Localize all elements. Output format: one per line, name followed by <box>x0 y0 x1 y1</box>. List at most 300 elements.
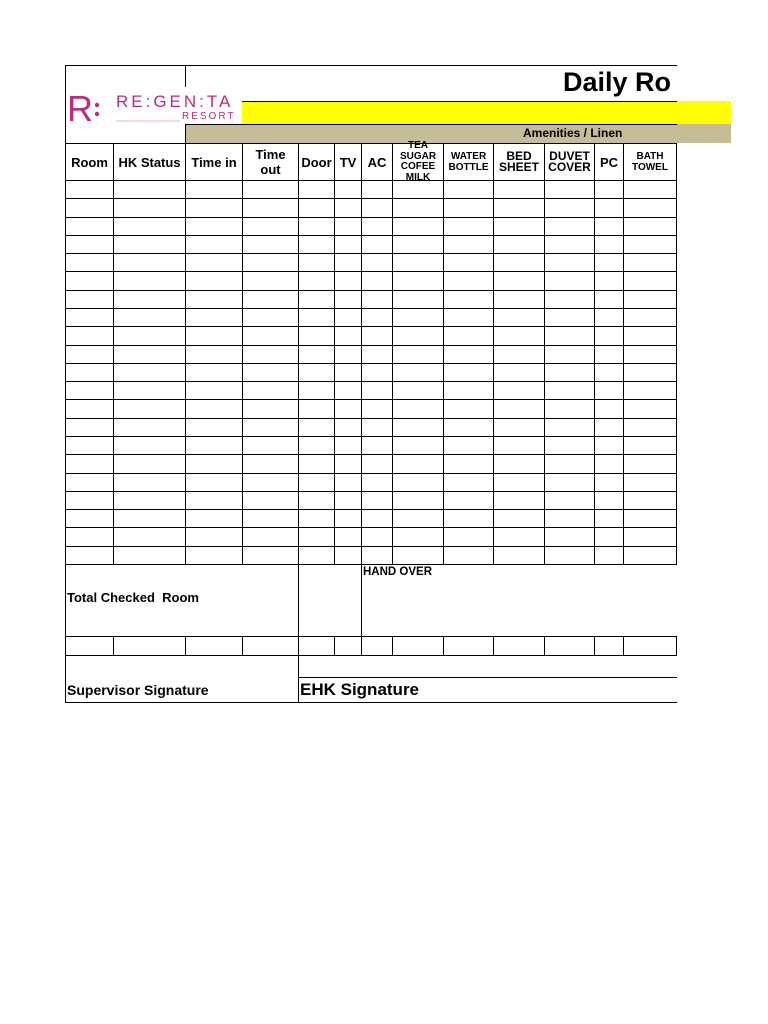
hand-over-cell <box>362 565 677 637</box>
ehk-signature-space <box>299 656 677 678</box>
header-divider <box>185 124 677 125</box>
duvet-cover-cell <box>545 400 595 418</box>
water-bottle-cell <box>444 510 494 528</box>
duvet-cover-cell <box>545 291 595 309</box>
total-checked-room-label: Total Checked Room <box>67 590 199 606</box>
ac-cell <box>362 364 393 382</box>
hk-status-cell <box>114 637 186 656</box>
water-bottle-cell <box>444 547 494 565</box>
tea-sugar-cofee-milk-cell <box>393 346 444 364</box>
blank-row <box>66 637 677 656</box>
duvet-cover-cell <box>545 327 595 345</box>
ehk-signature-line <box>299 678 677 703</box>
ac-cell <box>362 510 393 528</box>
tv-cell <box>335 236 362 254</box>
room-cell <box>66 547 114 565</box>
hk-status-cell <box>114 218 186 236</box>
time-out-cell <box>243 218 299 236</box>
door-cell <box>299 309 335 327</box>
room-cell <box>66 400 114 418</box>
water-bottle-cell <box>444 400 494 418</box>
time-out-cell <box>243 547 299 565</box>
room-entry-row <box>66 528 677 546</box>
bed-sheet-cell <box>494 364 545 382</box>
bed-sheet-cell <box>494 236 545 254</box>
time-out-cell <box>243 419 299 437</box>
pc-cell <box>595 181 624 199</box>
time-in-cell <box>186 364 243 382</box>
room-cell <box>66 309 114 327</box>
time-out-cell <box>243 199 299 217</box>
signature-row <box>66 656 677 703</box>
room-entry-row <box>66 382 677 400</box>
tea-sugar-cofee-milk-cell <box>393 382 444 400</box>
tea-sugar-cofee-milk-cell <box>393 492 444 510</box>
tea-sugar-cofee-milk-cell <box>393 364 444 382</box>
bed-sheet-cell <box>494 309 545 327</box>
hk-status-cell <box>114 547 186 565</box>
hand-over-label: HAND OVER <box>363 565 433 578</box>
bed-sheet-cell <box>494 637 545 656</box>
bath-towel-cell <box>624 346 677 364</box>
ac-cell <box>362 474 393 492</box>
column-label: BED SHEET <box>498 148 539 174</box>
duvet-cover-cell <box>545 254 595 272</box>
tv-cell <box>335 309 362 327</box>
hk-status-cell <box>114 510 186 528</box>
tv-cell <box>335 382 362 400</box>
total-checked-room-cell <box>66 565 299 637</box>
ac-cell <box>362 637 393 656</box>
room-entry-row <box>66 419 677 437</box>
room-entry-row <box>66 291 677 309</box>
hk-status-cell <box>114 419 186 437</box>
time-out-cell <box>243 492 299 510</box>
door-cell <box>299 236 335 254</box>
tv-cell <box>335 492 362 510</box>
room-entry-row <box>66 474 677 492</box>
tea-sugar-cofee-milk-cell <box>393 437 444 455</box>
pc-cell <box>595 291 624 309</box>
logo-graphic <box>66 87 242 124</box>
duvet-cover-cell <box>545 419 595 437</box>
room-entry-row <box>66 272 677 290</box>
water-bottle-cell <box>444 181 494 199</box>
col-header-hk-status <box>114 144 186 181</box>
room-entry-row <box>66 400 677 418</box>
room-cell <box>66 528 114 546</box>
tv-cell <box>335 254 362 272</box>
hk-status-cell <box>114 528 186 546</box>
door-cell <box>299 327 335 345</box>
room-cell <box>66 236 114 254</box>
room-entry-row <box>66 254 677 272</box>
room-cell <box>66 346 114 364</box>
col-header-time-in <box>186 144 243 181</box>
tea-sugar-cofee-milk-cell <box>393 199 444 217</box>
door-cell <box>299 364 335 382</box>
col-header-bed-sheet <box>494 144 545 181</box>
water-bottle-cell <box>444 382 494 400</box>
hk-status-cell <box>114 291 186 309</box>
ac-cell <box>362 492 393 510</box>
column-label: Door <box>301 154 332 170</box>
column-label: PC <box>599 154 619 170</box>
bath-towel-cell <box>624 528 677 546</box>
column-label: WATER BOTTLE <box>448 151 489 173</box>
hk-status-cell <box>114 346 186 364</box>
pc-cell <box>595 528 624 546</box>
duvet-cover-cell <box>545 510 595 528</box>
room-entry-row <box>66 492 677 510</box>
bed-sheet-cell <box>494 400 545 418</box>
time-out-cell <box>243 474 299 492</box>
room-cell <box>66 419 114 437</box>
room-entry-row <box>66 364 677 382</box>
page-title: Daily Ro <box>563 67 672 97</box>
tv-cell <box>335 181 362 199</box>
time-in-cell <box>186 199 243 217</box>
door-cell <box>299 547 335 565</box>
room-cell <box>66 218 114 236</box>
room-entry-row <box>66 455 677 473</box>
time-in-cell <box>186 547 243 565</box>
door-cell <box>299 272 335 290</box>
room-cell <box>66 364 114 382</box>
duvet-cover-cell <box>545 346 595 364</box>
door-cell <box>299 510 335 528</box>
amenities-linen-label: Amenities / Linen <box>523 126 623 140</box>
time-in-cell <box>186 637 243 656</box>
time-in-cell <box>186 419 243 437</box>
supervisor-signature-cell <box>66 656 299 703</box>
room-cell <box>66 637 114 656</box>
tv-cell <box>335 327 362 345</box>
water-bottle-cell <box>444 309 494 327</box>
tv-cell <box>335 291 362 309</box>
bed-sheet-cell <box>494 437 545 455</box>
duvet-cover-cell <box>545 272 595 290</box>
door-cell <box>299 181 335 199</box>
tv-cell <box>335 218 362 236</box>
col-header-water-bottle <box>444 144 494 181</box>
room-entry-row <box>66 510 677 528</box>
room-entry-row <box>66 327 677 345</box>
time-out-cell <box>243 400 299 418</box>
time-out-cell <box>243 291 299 309</box>
room-entry-row <box>66 309 677 327</box>
bed-sheet-cell <box>494 455 545 473</box>
time-out-cell <box>243 382 299 400</box>
room-check-table <box>65 140 677 703</box>
table-body <box>66 181 677 565</box>
logo-tagline: RESORT <box>182 111 236 122</box>
duvet-cover-cell <box>545 455 595 473</box>
door-cell <box>299 382 335 400</box>
bed-sheet-cell <box>494 272 545 290</box>
time-in-cell <box>186 254 243 272</box>
duvet-cover-cell <box>545 218 595 236</box>
hk-status-cell <box>114 455 186 473</box>
pc-cell <box>595 510 624 528</box>
time-out-cell <box>243 309 299 327</box>
bath-towel-cell <box>624 492 677 510</box>
hk-status-cell <box>114 400 186 418</box>
water-bottle-cell <box>444 346 494 364</box>
time-in-cell <box>186 327 243 345</box>
room-entry-row <box>66 346 677 364</box>
bath-towel-cell <box>624 254 677 272</box>
tea-sugar-cofee-milk-cell <box>393 327 444 345</box>
water-bottle-cell <box>444 199 494 217</box>
time-in-cell <box>186 181 243 199</box>
door-cell <box>299 474 335 492</box>
pc-cell <box>595 199 624 217</box>
duvet-cover-cell <box>545 637 595 656</box>
pc-cell <box>595 236 624 254</box>
bath-towel-cell <box>624 474 677 492</box>
bath-towel-cell <box>624 437 677 455</box>
ac-cell <box>362 437 393 455</box>
tea-sugar-cofee-milk-cell <box>393 291 444 309</box>
logo-mark: R <box>67 88 93 124</box>
room-cell <box>66 181 114 199</box>
door-cell <box>299 346 335 364</box>
bath-towel-cell <box>624 309 677 327</box>
pc-cell <box>595 272 624 290</box>
pc-cell <box>595 218 624 236</box>
time-in-cell <box>186 236 243 254</box>
door-cell <box>299 492 335 510</box>
room-cell <box>66 510 114 528</box>
duvet-cover-cell <box>545 437 595 455</box>
ac-cell <box>362 199 393 217</box>
bed-sheet-cell <box>494 492 545 510</box>
pc-cell <box>595 474 624 492</box>
column-label: Room <box>71 154 108 170</box>
tv-cell <box>335 199 362 217</box>
hk-status-cell <box>114 437 186 455</box>
bed-sheet-cell <box>494 474 545 492</box>
tv-cell <box>335 547 362 565</box>
duvet-cover-cell <box>545 309 595 327</box>
pc-cell <box>595 637 624 656</box>
ac-cell <box>362 528 393 546</box>
time-out-cell <box>243 510 299 528</box>
col-header-bath-towel <box>624 144 677 181</box>
tv-cell <box>335 364 362 382</box>
ac-cell <box>362 327 393 345</box>
pc-cell <box>595 547 624 565</box>
table-header-row <box>66 140 677 183</box>
bath-towel-cell <box>624 364 677 382</box>
time-out-cell <box>243 455 299 473</box>
bath-towel-cell <box>624 382 677 400</box>
column-label: TEA SUGAR COFEE MILK <box>399 140 437 183</box>
bath-towel-cell <box>624 637 677 656</box>
pc-cell <box>595 346 624 364</box>
water-bottle-cell <box>444 254 494 272</box>
hk-status-cell <box>114 181 186 199</box>
door-cell <box>299 419 335 437</box>
time-out-cell <box>243 637 299 656</box>
door-cell <box>299 291 335 309</box>
tea-sugar-cofee-milk-cell <box>393 272 444 290</box>
tv-cell <box>335 346 362 364</box>
bed-sheet-cell <box>494 218 545 236</box>
col-header-duvet-cover <box>545 144 595 181</box>
room-entry-row <box>66 236 677 254</box>
time-in-cell <box>186 455 243 473</box>
duvet-cover-cell <box>545 236 595 254</box>
time-in-cell <box>186 272 243 290</box>
time-in-cell <box>186 218 243 236</box>
time-in-cell <box>186 382 243 400</box>
ac-cell <box>362 181 393 199</box>
water-bottle-cell <box>444 291 494 309</box>
door-cell <box>299 528 335 546</box>
column-label: Time in <box>191 154 237 170</box>
bed-sheet-cell <box>494 419 545 437</box>
water-bottle-cell <box>444 492 494 510</box>
tea-sugar-cofee-milk-cell <box>393 400 444 418</box>
bath-towel-cell <box>624 327 677 345</box>
time-in-cell <box>186 400 243 418</box>
tv-cell <box>335 437 362 455</box>
time-in-cell <box>186 510 243 528</box>
time-in-cell <box>186 346 243 364</box>
bed-sheet-cell <box>494 346 545 364</box>
water-bottle-cell <box>444 218 494 236</box>
tea-sugar-cofee-milk-cell <box>393 510 444 528</box>
ac-cell <box>362 382 393 400</box>
supervisor-signature-label: Supervisor Signature <box>67 681 209 698</box>
bed-sheet-cell <box>494 254 545 272</box>
bed-sheet-cell <box>494 327 545 345</box>
door-cell <box>299 455 335 473</box>
col-header-time-out <box>243 144 299 181</box>
water-bottle-cell <box>444 236 494 254</box>
ac-cell <box>362 254 393 272</box>
time-out-cell <box>243 364 299 382</box>
water-bottle-cell <box>444 327 494 345</box>
ac-cell <box>362 218 393 236</box>
bath-towel-cell <box>624 272 677 290</box>
water-bottle-cell <box>444 364 494 382</box>
hk-status-cell <box>114 199 186 217</box>
room-cell <box>66 254 114 272</box>
hk-status-cell <box>114 272 186 290</box>
hk-status-cell <box>114 492 186 510</box>
bath-towel-cell <box>624 547 677 565</box>
door-cell <box>299 400 335 418</box>
pc-cell <box>595 400 624 418</box>
pc-cell <box>595 492 624 510</box>
water-bottle-cell <box>444 272 494 290</box>
col-header-tv <box>335 144 362 181</box>
water-bottle-cell <box>444 419 494 437</box>
bath-towel-cell <box>624 291 677 309</box>
tea-sugar-cofee-milk-cell <box>393 181 444 199</box>
time-out-cell <box>243 272 299 290</box>
duvet-cover-cell <box>545 547 595 565</box>
duvet-cover-cell <box>545 199 595 217</box>
column-label: Time out <box>255 147 286 177</box>
room-cell <box>66 474 114 492</box>
bath-towel-cell <box>624 218 677 236</box>
duvet-cover-cell <box>545 474 595 492</box>
pc-cell <box>595 309 624 327</box>
room-cell <box>66 272 114 290</box>
bath-towel-cell <box>624 181 677 199</box>
ac-cell <box>362 419 393 437</box>
regenta-resort-logo <box>66 87 242 124</box>
tea-sugar-cofee-milk-cell <box>393 309 444 327</box>
tea-sugar-cofee-milk-cell <box>393 455 444 473</box>
ac-cell <box>362 346 393 364</box>
time-in-cell <box>186 291 243 309</box>
column-label: TV <box>339 154 357 170</box>
door-cell <box>299 637 335 656</box>
room-entry-row <box>66 199 677 217</box>
duvet-cover-cell <box>545 181 595 199</box>
bed-sheet-cell <box>494 291 545 309</box>
ehk-signature-label: EHK Signature <box>300 679 420 699</box>
bath-towel-cell <box>624 199 677 217</box>
room-entry-row <box>66 547 677 565</box>
duvet-cover-cell <box>545 364 595 382</box>
tv-cell <box>335 637 362 656</box>
tea-sugar-cofee-milk-cell <box>393 236 444 254</box>
tea-sugar-cofee-milk-cell <box>393 218 444 236</box>
bed-sheet-cell <box>494 199 545 217</box>
tv-cell <box>335 419 362 437</box>
room-cell <box>66 199 114 217</box>
room-cell <box>66 327 114 345</box>
duvet-cover-cell <box>545 382 595 400</box>
room-cell <box>66 437 114 455</box>
tv-cell <box>335 272 362 290</box>
tv-cell <box>335 455 362 473</box>
col-header-room <box>66 144 114 181</box>
ac-cell <box>362 272 393 290</box>
col-header-tea-sugar-coffee-milk <box>393 140 444 183</box>
logo-wordmark: RE:GEN:TA <box>116 92 234 111</box>
tv-cell <box>335 400 362 418</box>
time-in-cell <box>186 309 243 327</box>
bath-towel-cell <box>624 419 677 437</box>
hk-status-cell <box>114 236 186 254</box>
ac-cell <box>362 455 393 473</box>
logo-mark-dot <box>95 103 99 107</box>
water-bottle-cell <box>444 437 494 455</box>
title-cell <box>185 65 677 102</box>
bath-towel-cell <box>624 455 677 473</box>
column-label: BATH TOWEL <box>632 151 668 173</box>
hk-status-cell <box>114 364 186 382</box>
logo-mark-dot <box>95 112 99 116</box>
col-header-pc <box>595 144 624 181</box>
duvet-cover-cell <box>545 492 595 510</box>
hk-status-cell <box>114 309 186 327</box>
tea-sugar-cofee-milk-cell <box>393 637 444 656</box>
ac-cell <box>362 236 393 254</box>
ac-cell <box>362 400 393 418</box>
ac-cell <box>362 547 393 565</box>
duvet-cover-cell <box>545 528 595 546</box>
room-cell <box>66 492 114 510</box>
bath-towel-cell <box>624 400 677 418</box>
